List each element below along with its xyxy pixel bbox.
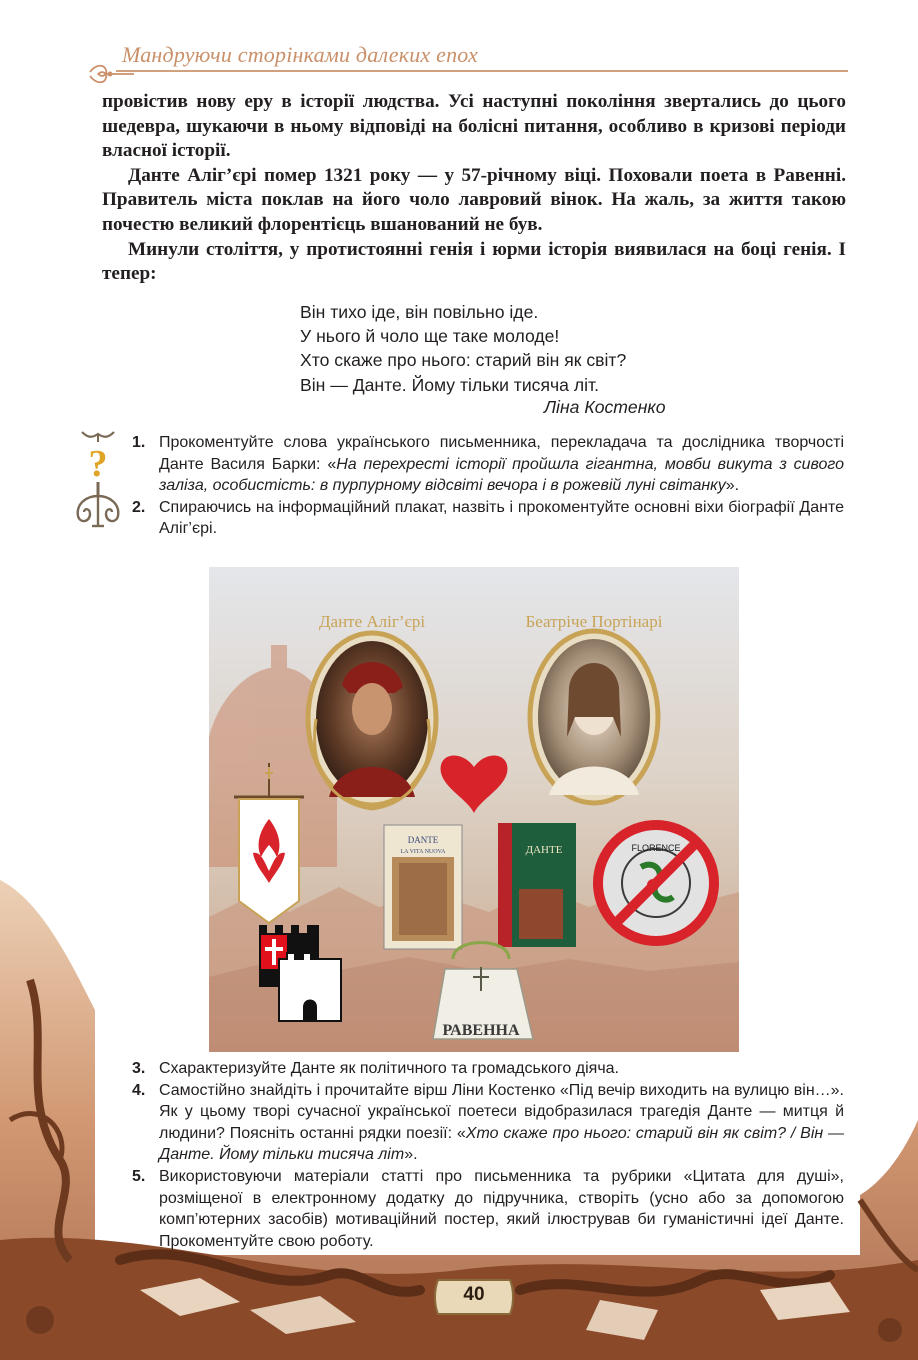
task-number: 2. <box>132 498 146 516</box>
task-text: Самостійно знайдіть і прочитайте вірш Ліни Костенко «Під вечір виходить на вулицю він…». Як у цьому творі сучасної української поетеси відобразилася трагедія Данте — митця й людини? Поясніть останні рядки поезії: « <box>159 1081 844 1142</box>
book-vita-nuova-icon <box>384 825 462 949</box>
task-text: Схарактеризуйте Данте як політичного та громадського діяча. <box>159 1060 619 1077</box>
header-rule <box>116 70 848 72</box>
svg-text:?: ? <box>88 443 108 485</box>
task-quote: Хто скаже про нього: старий він як світ? / Він — Данте. Йому тільки тисяча літ <box>159 1124 845 1164</box>
task-item <box>132 497 844 540</box>
book1-subtitle: LA VITA NUOVA <box>400 849 446 855</box>
portrait-right-label: Беатріче Портінарі <box>525 612 663 631</box>
running-header <box>88 38 848 78</box>
page-number-badge <box>432 1274 516 1320</box>
task-number: 4. <box>132 1081 146 1099</box>
paragraph-3: Минули століття, у протистоянні генія і юрми історія виявилася на боці генія. І тепер: <box>102 238 846 285</box>
poem-line: У нього й чоло ще таке молоде! <box>300 326 560 347</box>
task-tail: ». <box>404 1146 418 1164</box>
poem-line: Він тихо іде, він повільно іде. <box>300 302 539 322</box>
info-poster <box>209 567 739 1052</box>
task-text: Спираючись на інформаційний плакат, назвіть і прокоментуйте основні віхи біографії Данте Аліг’єрі. <box>159 498 844 538</box>
banned-florence-icon <box>598 825 714 941</box>
book1-title: DANTE <box>407 835 439 845</box>
poem-quote <box>300 300 626 397</box>
banned-ring-text: FLORENCE <box>631 843 681 853</box>
task-number: 3. <box>132 1060 146 1077</box>
task-item <box>132 1166 844 1252</box>
task-number: 5. <box>132 1167 146 1185</box>
question-ornament-icon <box>72 430 124 530</box>
task-quote: На перехресті історії пройшла гігантна, мовби викута з сивого заліза, особистість: в пурпурному відсвіті вечора і в рожевій луні світанку <box>159 455 844 495</box>
book2-title: ДАНТЕ <box>525 844 563 856</box>
ravenna-label: РАВЕННА <box>442 1022 520 1039</box>
task-list-top <box>132 432 844 540</box>
task-item <box>132 432 844 497</box>
portrait-left-label: Данте Аліг’єрі <box>318 612 426 631</box>
poem-line: Хто скаже про нього: старий він як світ? <box>300 350 627 371</box>
task-number: 1. <box>132 434 146 451</box>
poster-illustration <box>209 567 739 1052</box>
page-number: 40 <box>463 1284 485 1305</box>
book-dante-green-icon <box>498 823 576 947</box>
task-tail: ». <box>725 477 740 495</box>
body-text <box>102 90 846 287</box>
task-list-bottom <box>132 1058 844 1252</box>
task-text: Використовуючи матеріали статті про письменника та рубрики «Цитата для душі», розміщеної в електронному додатку до підручника, створіть (усно або за допомогою комп’ютерних засобів) мотиваційний постер, який ілюстрував би гуманістичні ідеї Данте. Прокоментуйте свою роботу. <box>159 1167 844 1250</box>
task-item <box>132 1080 844 1166</box>
paragraph-1: провістив нову еру в історії людства. Усі наступні покоління звертались до цього шедевра, шукаючи в ньому відповіді на болісні питання, особливо в кризові періоди власної історії. <box>102 91 846 162</box>
poem-line: Він — Данте. Йому тільки тисяча літ. <box>300 374 600 395</box>
task-item <box>132 1058 844 1080</box>
running-title: Мандруючи сторінками далеких епох <box>122 42 478 67</box>
paragraph-2: Данте Аліг’єрі помер 1321 року — у 57-річному віці. Поховали поета в Равенні. Правитель міста поклав на його чоло лавровий вінок. На жаль, за життя такою почестю великий флорентієць вшанований не був. <box>102 164 846 235</box>
task-text: Прокоментуйте слова українського письменника, перекладача та дослідника творчості Данте Василя Барки: « <box>159 434 844 473</box>
poem-author: Ліна Костенко <box>544 397 666 417</box>
